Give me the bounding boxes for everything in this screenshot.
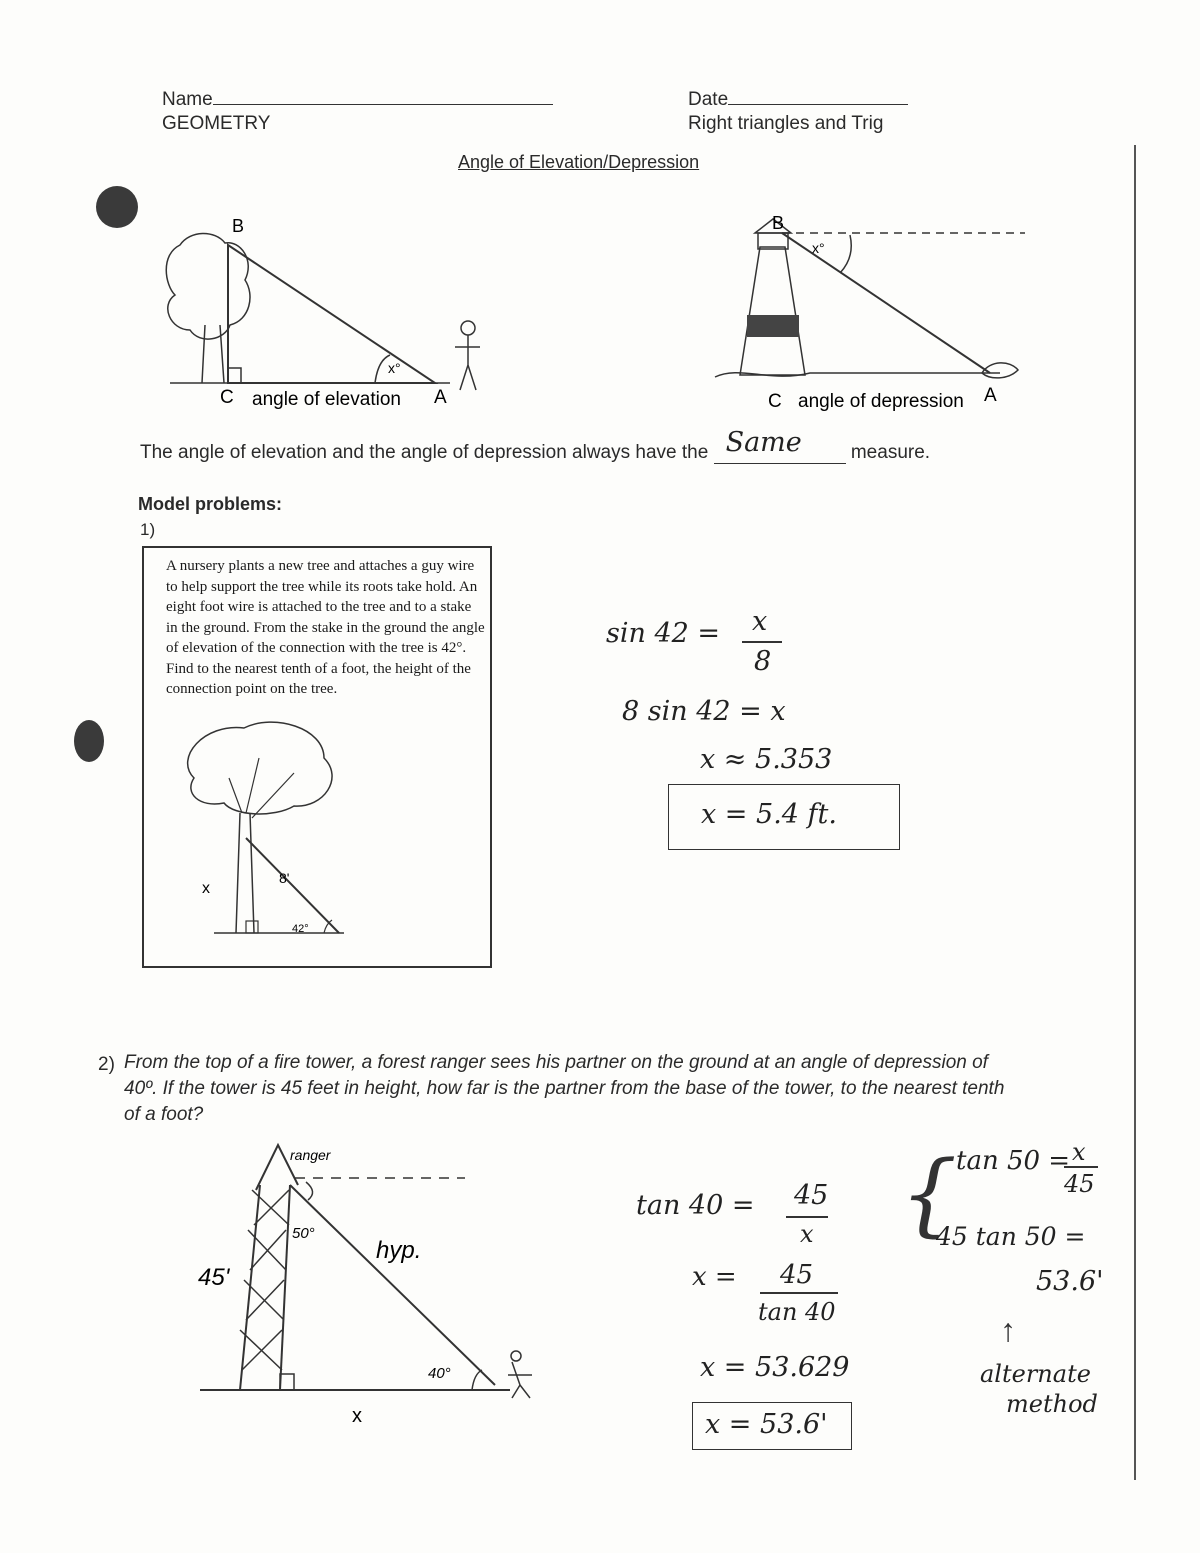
- p1-work-line3: x ≈ 5.353: [700, 744, 833, 775]
- depression-caption: angle of depression: [798, 391, 964, 412]
- elevation-caption: angle of elevation: [252, 389, 401, 410]
- depression-label-a: A: [984, 385, 997, 406]
- p1-wire: [246, 838, 339, 933]
- alt-arrow-icon: ↑: [1000, 1312, 1016, 1348]
- tower-right-leg: [280, 1185, 290, 1390]
- unit-label: Right triangles and Trig: [688, 113, 884, 134]
- alt-note2: method: [1006, 1390, 1098, 1418]
- p2-label-ranger: ranger: [290, 1147, 331, 1163]
- date-field: [688, 88, 908, 112]
- model-heading: Model problems:: [138, 494, 283, 514]
- depression-label-b: B: [772, 213, 785, 233]
- elevation-label-b: B: [232, 216, 245, 236]
- p1-label-b: 8': [279, 870, 290, 886]
- p2-top-arc: [306, 1182, 313, 1200]
- p2-work-line1-num: 45: [794, 1180, 829, 1211]
- elevation-label-a: A: [434, 387, 447, 408]
- depression-diagram: [700, 205, 1030, 420]
- p1-label-angle: 42°: [292, 923, 309, 935]
- alt-line3: 53.6': [1036, 1266, 1104, 1297]
- course-label: GEOMETRY: [162, 113, 271, 134]
- p1-tree-foliage: [188, 722, 332, 814]
- p2-work-line1: tan 40 =: [636, 1190, 755, 1221]
- elevation-diagram: [150, 205, 490, 420]
- partner-head: [511, 1351, 521, 1361]
- elevation-label-c: C: [220, 387, 234, 408]
- problem2-figure: [190, 1130, 550, 1430]
- p1-right-angle: [246, 921, 258, 933]
- name-field: [162, 88, 553, 112]
- alt-line1-num: x: [1072, 1138, 1086, 1166]
- p2-answer-box: [692, 1402, 852, 1450]
- statement-answer: Same: [725, 427, 802, 458]
- p2-work-line2: x =: [692, 1262, 737, 1292]
- p2-fraction-bar2: [760, 1292, 838, 1294]
- alt-line1-den: 45: [1064, 1170, 1095, 1198]
- tower-hyp: [290, 1185, 495, 1385]
- name-line[interactable]: [213, 104, 553, 105]
- p1-tree-branches: [229, 758, 294, 818]
- p2-work-line2-num: 45: [780, 1260, 814, 1290]
- right-angle-mark: [228, 368, 241, 383]
- statement-after: measure.: [850, 442, 931, 463]
- p1-work-line1-num: x: [752, 606, 768, 637]
- problem2-text: From the top of a fire tower, a forest ranger sees his partner on the ground at an angle of depression of 40º. If the tower is 45 feet in height, how far is the partner from the base of the tower, to the nearest tenth of a foot?: [124, 1052, 1005, 1125]
- p2-angle-arc: [472, 1370, 482, 1390]
- tree-trunk: [202, 325, 224, 383]
- person-body: [455, 335, 480, 390]
- p2-label-hyp: hyp.: [376, 1237, 422, 1264]
- p2-label-bottom-angle: 40°: [428, 1365, 451, 1382]
- date-line[interactable]: [728, 104, 908, 105]
- p1-answer-box: [668, 784, 900, 850]
- p2-work-line2-den: tan 40: [758, 1298, 836, 1326]
- problem1-box: [142, 546, 492, 968]
- statement-before: The angle of elevation and the angle of depression always have the: [140, 442, 709, 463]
- shore-line: [715, 373, 1000, 377]
- elevation-triangle: [228, 245, 435, 383]
- statement-blank[interactable]: [714, 427, 846, 464]
- p1-label-x: x: [202, 880, 210, 897]
- p2-fraction-bar1: [786, 1216, 828, 1218]
- tree-foliage: [166, 233, 250, 339]
- punch-hole-middle: [74, 720, 104, 762]
- p2-right-angle: [280, 1374, 294, 1390]
- partner-figure: [508, 1362, 532, 1398]
- p1-work-line1-text: sin 42 =: [606, 618, 721, 649]
- lighthouse-body: [740, 247, 805, 375]
- date-label: Date: [688, 89, 729, 110]
- p2-label-top-angle: 50°: [292, 1225, 315, 1242]
- p1-work-line1-den: 8: [754, 646, 772, 677]
- p1-work-line1: [606, 618, 720, 649]
- page-title: Angle of Elevation/Depression: [458, 152, 700, 172]
- p2-work-line3: x = 53.629: [700, 1352, 850, 1383]
- problem1-figure: [174, 718, 474, 958]
- p2-answer: x = 53.6': [705, 1409, 828, 1440]
- alt-fraction-bar: [1064, 1166, 1098, 1168]
- p2-label-height: 45': [198, 1264, 230, 1291]
- alt-note1: alternate: [980, 1360, 1091, 1388]
- name-label: Name: [162, 89, 213, 110]
- tower-left-leg: [240, 1185, 260, 1390]
- problem1-number: 1): [140, 520, 156, 539]
- p1-fraction-bar: [742, 641, 782, 643]
- p1-work-line2: 8 sin 42 = x: [622, 696, 786, 727]
- p2-work-line1-den: x: [800, 1220, 814, 1248]
- alt-brace: {: [900, 1142, 958, 1247]
- p2-label-base: x: [352, 1405, 362, 1427]
- margin-rule: [1134, 145, 1136, 1480]
- alt-line1: tan 50 =: [956, 1146, 1071, 1176]
- depression-label-c: C: [768, 391, 782, 412]
- p1-tree-trunk: [236, 813, 254, 933]
- depression-angle-label: x°: [812, 240, 825, 256]
- problem1-text: A nursery plants a new tree and attaches a guy wire to help support the tree while its roots take hold. An eight foot wire is attached to the tree and to a stake in the ground. From the stake in the ground the angle of elevation of the connection with the tree is 42°. Find to the nearest tenth of a foot, the height of the connection point on the tree.: [166, 558, 485, 697]
- problem2-number: 2): [98, 1054, 115, 1075]
- p1-answer: x = 5.4 ft.: [701, 799, 837, 830]
- statement-line: [140, 427, 931, 464]
- person-head: [461, 321, 475, 335]
- lighthouse-band: [747, 315, 799, 337]
- punch-hole-top: [96, 186, 138, 228]
- depression-arc: [840, 235, 851, 273]
- alt-line2: 45 tan 50 =: [936, 1222, 1086, 1251]
- elevation-angle-label: x°: [388, 360, 401, 376]
